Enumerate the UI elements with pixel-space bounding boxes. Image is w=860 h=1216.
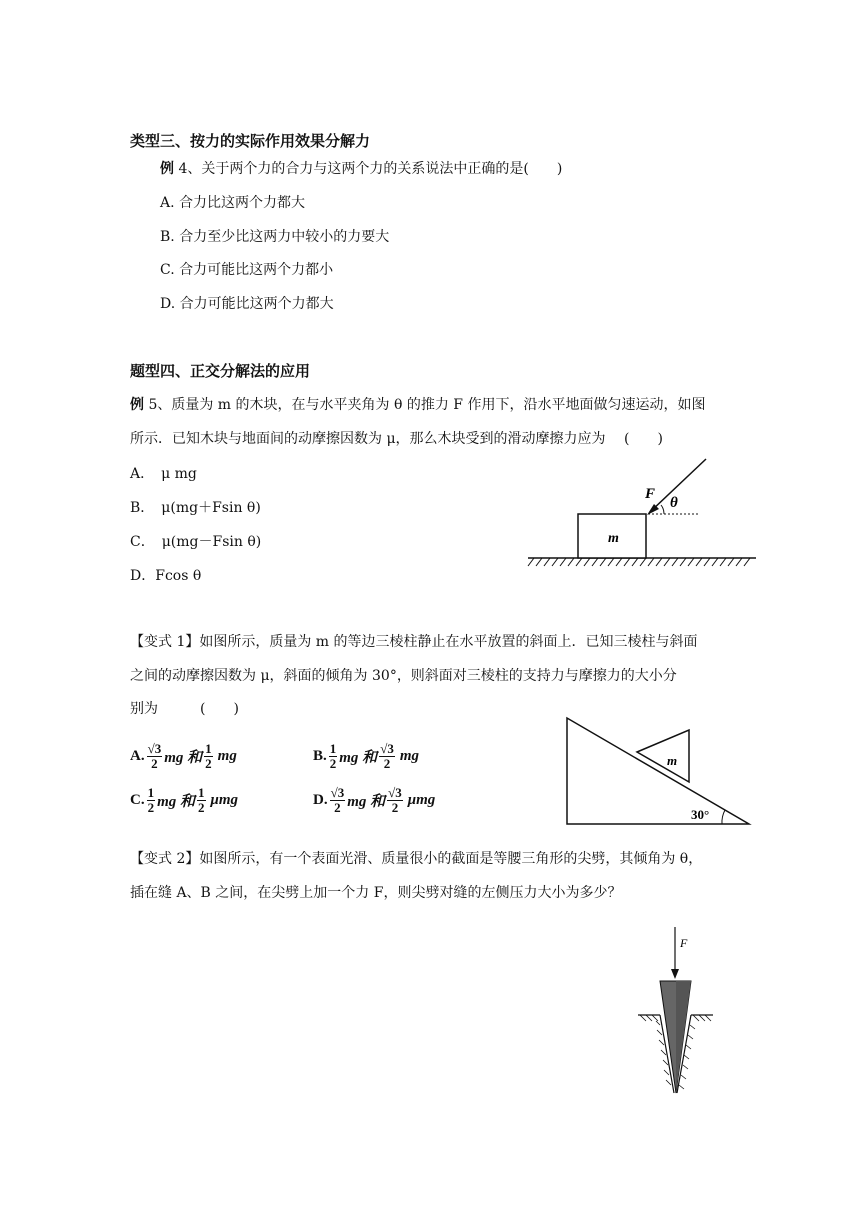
numerator: 1 [205,741,212,756]
section3-heading: 类型三、按力的实际作用效果分解力 [130,132,371,150]
example4-option-b: B. 合力至少比这两力中较小的力要大 [160,229,390,245]
denominator: 2 [151,756,158,771]
angle-theta-label: θ [670,495,678,511]
fraction [204,742,213,771]
option-end: mg [399,748,419,764]
incline-prism-figure [565,716,755,828]
example4-option-a: A. 合力比这两个力都大 [160,195,306,211]
option-middle: mg 和 [164,750,203,766]
example5-label: 例 [130,397,144,413]
option-middle: mg 和 [347,794,386,810]
numerator: √3 [380,741,394,756]
fraction [330,786,346,815]
numerator: 1 [198,785,205,800]
variant2-line1: 【变式 2】如图所示，有一个表面光滑、质量很小的截面是等腰三角形的尖劈，其倾角为 θ， [130,851,703,867]
example4-text: 4、关于两个力的合力与这两个力的关系说法中正确的是( ) [174,161,563,177]
example5-line2: 所示．已知木块与地面间的动摩擦因数为 μ，那么木块受到的滑动摩擦力应为 ( ) [130,431,663,447]
example5-option-b: B． μ(mg＋Fsin θ) [130,500,261,516]
fraction [147,742,163,771]
numerator: √3 [388,785,402,800]
variant1-line2: 之间的动摩擦因数为 μ，斜面的倾角为 30°，则斜面对三棱柱的支持力与摩擦力的大小分 [130,668,677,684]
option-end: mg [217,748,237,764]
incline-angle-label: 30° [691,807,710,822]
section4-heading: 题型四、正交分解法的应用 [130,362,311,380]
denominator: 2 [205,756,212,771]
denominator: 2 [334,800,341,815]
example5-line1 [130,394,705,414]
option-letter: C. [130,792,145,808]
denominator: 2 [147,800,155,815]
fraction [197,786,206,815]
option-end: μmg [210,792,239,808]
numerator: 1 [147,785,155,800]
denominator: 2 [329,756,337,771]
fraction [387,786,403,815]
force-arrow [650,459,706,512]
variant1-line1: 【变式 1】如图所示，质量为 m 的等边三棱柱静止在水平放置的斜面上．已知三棱柱与斜面 [130,634,698,650]
example5-text: 5、质量为 m 的木块，在与水平夹角为 θ 的推力 F 作用下，沿水平地面做匀速运动，如图 [144,397,706,413]
option-letter: A. [130,748,145,764]
fraction [329,742,338,771]
example5-option-a: A． μ mg [130,466,197,482]
fraction [379,742,395,771]
option-letter: B. [313,748,327,764]
example4-option-d: D. 合力可能比这两个力都大 [160,296,334,312]
wedge-force-label: F [680,936,688,950]
option-end: μmg [407,792,436,808]
variant2-line2: 插在缝 A、B 之间，在尖劈上加一个力 F，则尖劈对缝的左侧压力大小为多少？ [130,885,622,901]
numerator: 1 [329,741,337,756]
example4-stem [160,158,562,178]
incline [567,718,749,824]
denominator: 2 [383,756,391,771]
block-mass-label: m [608,531,619,546]
option-middle: mg 和 [339,750,378,766]
block-force-figure [528,455,758,570]
variant1-line3: 别为 ( ) [130,701,239,717]
fraction [147,786,156,815]
example4-option-c: C. 合力可能比这两个力都小 [160,262,334,278]
variant1-option-d [313,786,435,815]
variant1-option-c [130,786,238,815]
prism-mass-label: m [667,753,678,768]
variant1-option-a [130,742,237,771]
option-middle: mg 和 [157,794,196,810]
force-label: F [645,486,656,502]
example4-label: 例 [160,161,174,177]
variant1-option-b [313,742,419,771]
option-letter: D. [313,792,328,808]
example5-option-c: C． μ(mg－Fsin θ) [130,534,262,550]
numerator: √3 [147,741,162,756]
example5-option-d: D．Fcos θ [130,568,202,584]
wedge-figure [636,925,716,1100]
denominator: 2 [198,800,205,815]
numerator: √3 [330,785,345,800]
denominator: 2 [391,800,399,815]
